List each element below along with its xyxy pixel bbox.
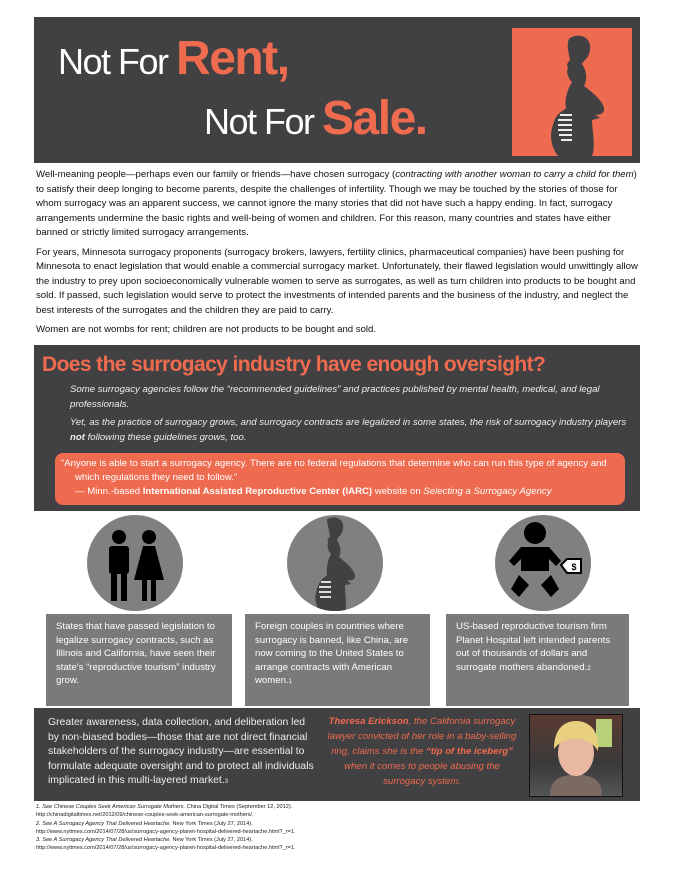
- couple-icon: [87, 515, 183, 611]
- quote-text: “Anyone is able to start a surrogacy agency. There are no federal regulations that determine who can run this type of agency and which regulations they need to follow.”: [61, 458, 607, 483]
- pregnant-silhouette-image: [512, 28, 632, 156]
- footnote-1: 1. See Chinese Couples Seek American Surrogate Mothers. China Digital Times (September 12, 2012).: [36, 804, 293, 810]
- erickson-quote: Theresa Erickson, the California surrogacy lawyer convicted of her role in a baby-selling ring, claims she is the “tip of the iceberg” when it comes to people abusing the surrogacy system.: [327, 716, 517, 787]
- quote-attribution: — Minn.-based International Assisted Reproductive Center (IARC) website on Selecting a Surrogacy Agency: [75, 486, 552, 497]
- fact-box-2: Foreign couples in countries where surrogacy is banned, like China, are now coming to the United States to arrange contracts with American women.1: [245, 614, 430, 706]
- fact-box-3: US-based reproductive tourism firm Planet Hospital left intended parents out of thousands of dollars and surrogate mothers abandoned.2: [446, 614, 629, 706]
- oversight-heading: Does the surrogacy industry have enough oversight?: [42, 353, 546, 376]
- iarc-quote-box: [55, 453, 625, 505]
- baby-price-tag-icon: [495, 515, 591, 611]
- erickson-photo: [529, 714, 623, 797]
- footnote-2-url[interactable]: http://www.nytimes.com/2014/07/28/us/surrogacy-agency-planet-hospital-delivered-heartache.html?_r=1.: [36, 828, 296, 835]
- intro-paragraph-1: Well-meaning people—perhaps even our family or friends—have chosen surrogacy (contracting with another woman to carry a child for them) to satisfy their deep longing to become parents, despite the challenges of infertility. Though we may be touched by the stories of those for whom surrogacy was an apparent success, we cannot ignore the many stories that did not have such a happy ending. In fact, surrogacy arrangements undermine the basic rights and well-being of women and children. For this reason, many countries and states have either banned or strictly limited surrogacy arrangements.: [36, 169, 637, 238]
- footnote-1-url[interactable]: http://chinadigitaltimes.net/2012/09/chinese-couples-seek-american-surrogate-mothers/.: [36, 812, 254, 819]
- title-line-2: Not For Sale.: [204, 92, 427, 145]
- oversight-paragraph-2: Yet, as the practice of surrogacy grows, and surrogacy contracts are legalized in some states, the risk of surrogacy industry players not following these guidelines grows, too.: [70, 417, 627, 443]
- header-banner: [34, 17, 640, 163]
- footnote-3-url[interactable]: http://www.nytimes.com/2014/07/28/us/surrogacy-agency-planet-hospital-delivered-heartache.html?_r=1.: [36, 845, 296, 852]
- intro-paragraph-3: Women are not wombs for rent; children are not products to be bought and sold.: [36, 324, 377, 335]
- oversight-section: [34, 345, 640, 511]
- intro-text: [36, 168, 642, 343]
- closing-section: [34, 708, 640, 801]
- title-line-1: Not For Rent,: [58, 32, 289, 85]
- footnote-2: 2. See A Surrogacy Agency That Delivered Heartache. New York Times (July 27, 2014).: [36, 820, 253, 827]
- oversight-paragraph-1: Some surrogacy agencies follow the “recommended guidelines” and practices published by mental health, medical, and legal professionals.: [70, 384, 600, 410]
- fact-box-1: States that have passed legislation to legalize surrogacy contracts, such as Illinois and California, have seen their state's “reproductive tourism” industry grow.: [46, 614, 232, 706]
- closing-text: Greater awareness, data collection, and deliberation led by non-biased bodies—those that are not direct financial stakeholders of the surrogacy industry—are essential to formulate adequate oversight and to protect all individuals implicated in this multi-layered market.3: [48, 717, 314, 786]
- price-tag-label: $: [571, 562, 577, 572]
- footnote-3: 3. See A Surrogacy Agency That Delivered Heartache. New York Times (July 27, 2014).: [36, 837, 253, 844]
- pregnant-woman-icon: [287, 515, 383, 611]
- footnotes: [36, 803, 295, 853]
- intro-paragraph-2: For years, Minnesota surrogacy proponents (surrogacy brokers, lawyers, fertility clinics, pharmaceutical companies) have been pushing for Minnesota to enact legislation that would enable a commercial surrogacy market. Unfortunately, their flawed legislation would unwittingly allow the industry to prey upon socioeconomically vulnerable women to serve as surrogates, as well as turn children into products to be bought and sold. If passed, such legislation would serve to protect the investments of intended parents and the business of the industry, and neglect the best interests of the surrogates and the children they are paid to carry.: [36, 246, 638, 316]
